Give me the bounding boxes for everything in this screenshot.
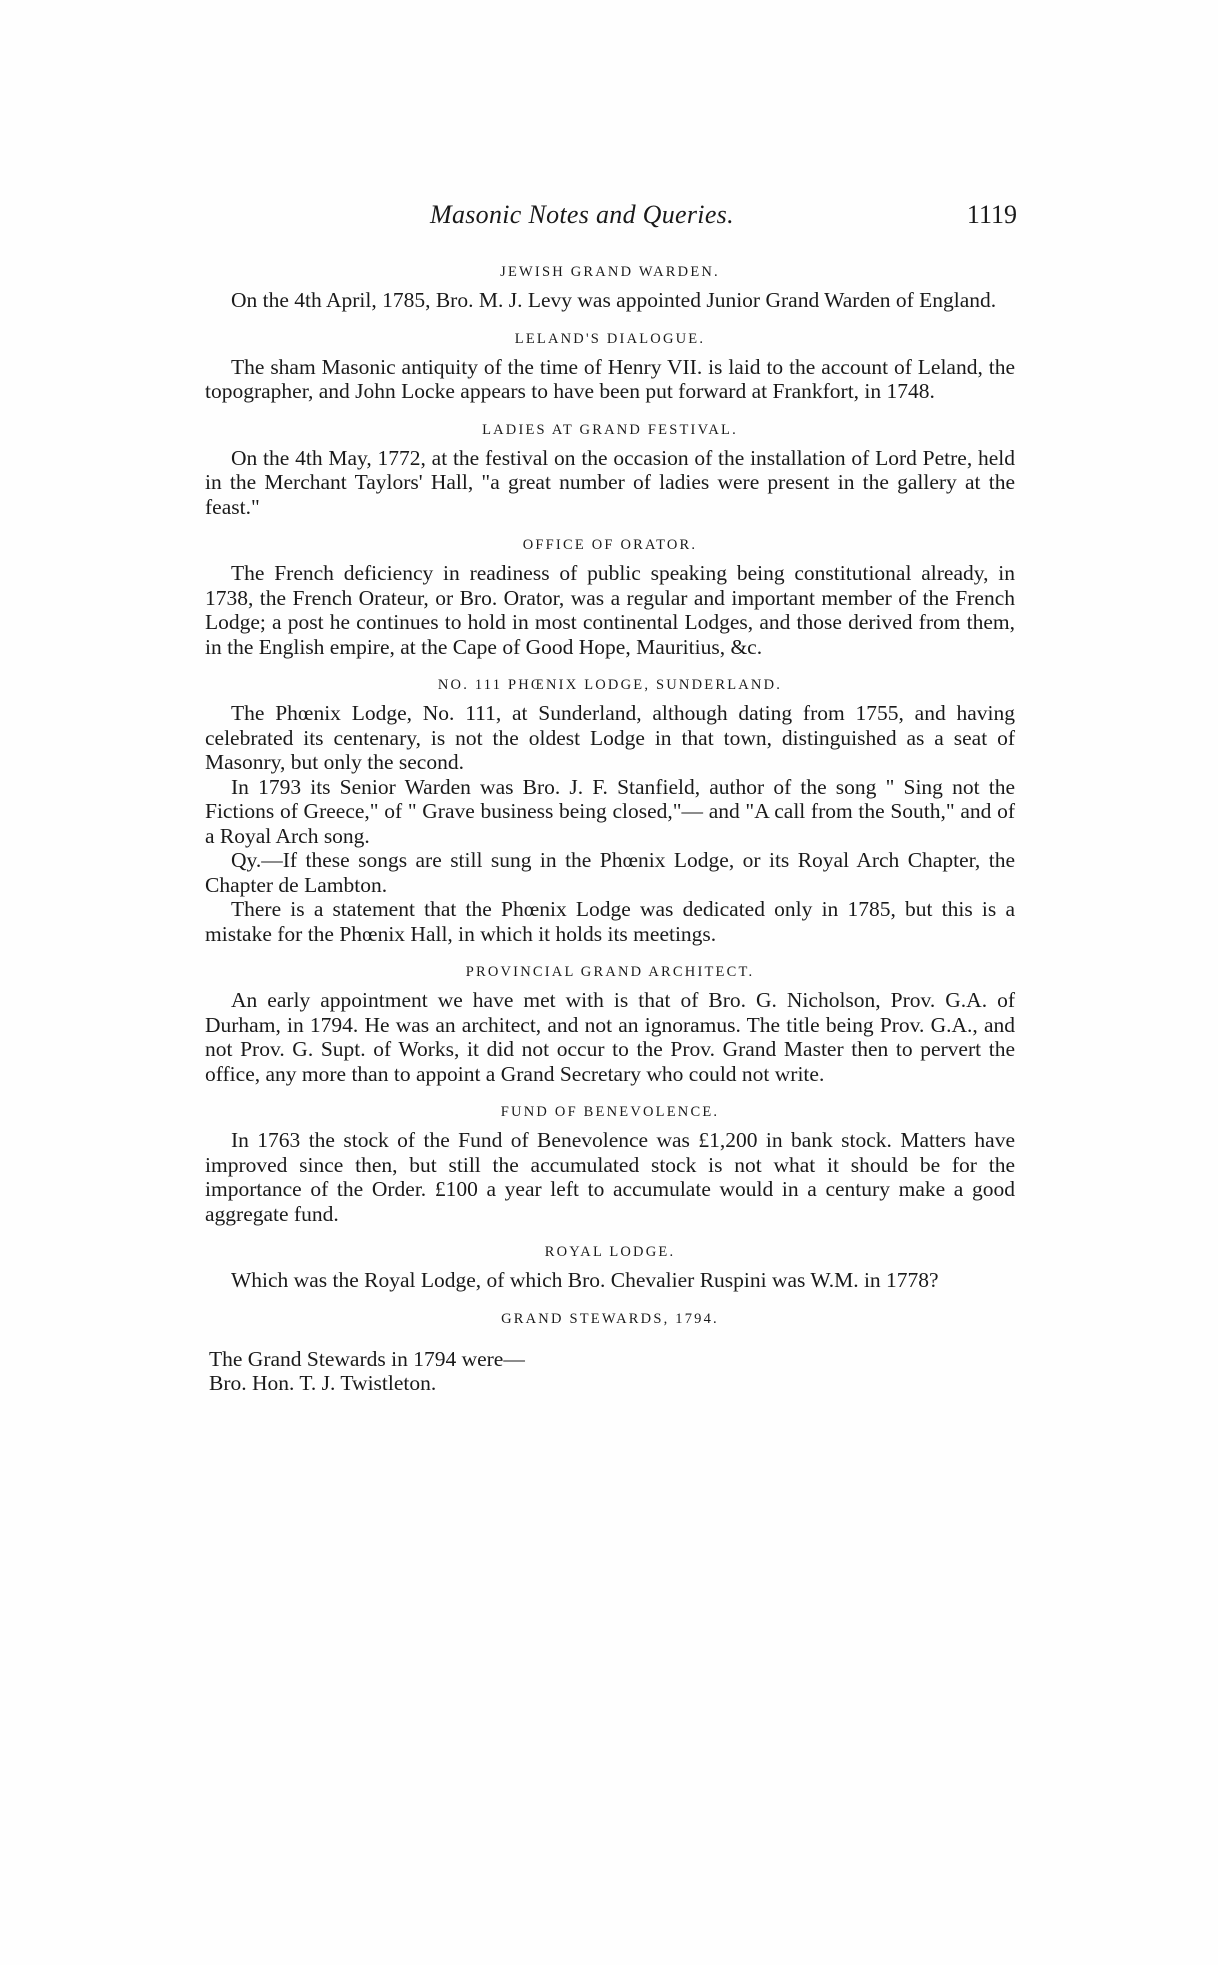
section-phoenix-lodge-sunderland	[205, 675, 1015, 946]
paragraph: Qy.—If these songs are still sung in the Phœnix Lodge, or its Royal Arch Chapter, the Chapter de Lambton.	[205, 848, 1015, 897]
section-heading: NO. 111 PHŒNIX LODGE, SUNDERLAND.	[437, 677, 783, 693]
section-fund-of-benevolence	[205, 1102, 1015, 1226]
section-lelands-dialogue	[205, 329, 1015, 404]
paragraph: There is a statement that the Phœnix Lodge was dedicated only in 1785, but this is a mistake for the Phœnix Hall, in which it holds its meetings.	[205, 897, 1015, 946]
section-heading: ROYAL LODGE.	[544, 1244, 676, 1260]
paragraph: The French deficiency in readiness of public speaking being constitutional already, in 1738, the French Orateur, or Bro. Orator, was a regular and important member of the French Lodge; a post he continues to hold in most continental Lodges, and those derived from them, in the English empire, at the Cape of Good Hope, Mauritius, &c.	[205, 561, 1015, 659]
section-heading: LELAND'S DIALOGUE.	[514, 330, 706, 347]
paragraph: The Grand Stewards in 1794 were—	[209, 1346, 525, 1371]
paragraph: The sham Masonic antiquity of the time of Henry VII. is laid to the account of Leland, the topographer, and John Locke appears to have been put forward at Frankfort, in 1748.	[205, 354, 1015, 403]
section-jewish-grand-warden	[205, 262, 1015, 313]
paragraph: On the 4th May, 1772, at the festival on the occasion of the installation of Lord Petre, held in the Merchant Taylors' Hall, "a great number of ladies were present in the gallery at the feast."	[205, 445, 1015, 519]
section-heading: FUND OF BENEVOLENCE.	[500, 1104, 720, 1120]
paragraph: In 1793 its Senior Warden was Bro. J. F. Stanfield, author of the song " Sing not the Fictions of Greece," of " Grave business being closed,"— and "A call from the South," and of a Royal Arch song.	[205, 774, 1015, 848]
paragraph: An early appointment we have met with is that of Bro. G. Nicholson, Prov. G.A. of Durham, in 1794. He was an architect, and not an ignoramus. The title being Prov. G.A., and not Prov. G. Supt. of Works, it did not occur to the Prov. Grand Master then to pervert the office, any more than to appoint a Grand Secretary who could not write.	[205, 988, 1015, 1086]
paragraph: The Phœnix Lodge, No. 111, at Sunderland, although dating from 1755, and having celebrated its centenary, is not the oldest Lodge in that town, distinguished as a seat of Masonry, but only the second.	[205, 701, 1015, 774]
page-number: 1119	[966, 200, 1017, 229]
section-ladies-at-grand-festival	[205, 420, 1015, 520]
section-heading: GRAND STEWARDS, 1794.	[501, 1310, 719, 1327]
section-royal-lodge	[205, 1242, 1015, 1293]
page	[205, 200, 1015, 1396]
section-provincial-grand-architect	[205, 962, 1015, 1086]
section-heading: LADIES AT GRAND FESTIVAL.	[482, 421, 738, 438]
paragraph: On the 4th April, 1785, Bro. M. J. Levy was appointed Junior Grand Warden of England.	[231, 288, 997, 312]
list-item: Bro. Hon. T. J. Twistleton.	[209, 1371, 437, 1395]
section-heading: JEWISH GRAND WARDEN.	[500, 264, 720, 280]
section-heading: OFFICE OF ORATOR.	[522, 537, 698, 553]
running-head	[205, 200, 1015, 240]
section-heading: PROVINCIAL GRAND ARCHITECT.	[465, 964, 755, 980]
section-grand-stewards-1794	[205, 1309, 1015, 1396]
paragraph: Which was the Royal Lodge, of which Bro. Chevalier Ruspini was W.M. in 1778?	[231, 1268, 939, 1292]
running-title: Masonic Notes and Queries.	[430, 200, 734, 229]
paragraph: In 1763 the stock of the Fund of Benevolence was £1,200 in bank stock. Matters have improved since then, but still the accumulated stock is not what it should be for the importance of the Order. £100 a year left to accumulate would in a century make a good aggregate fund.	[205, 1128, 1015, 1226]
section-office-of-orator	[205, 535, 1015, 659]
